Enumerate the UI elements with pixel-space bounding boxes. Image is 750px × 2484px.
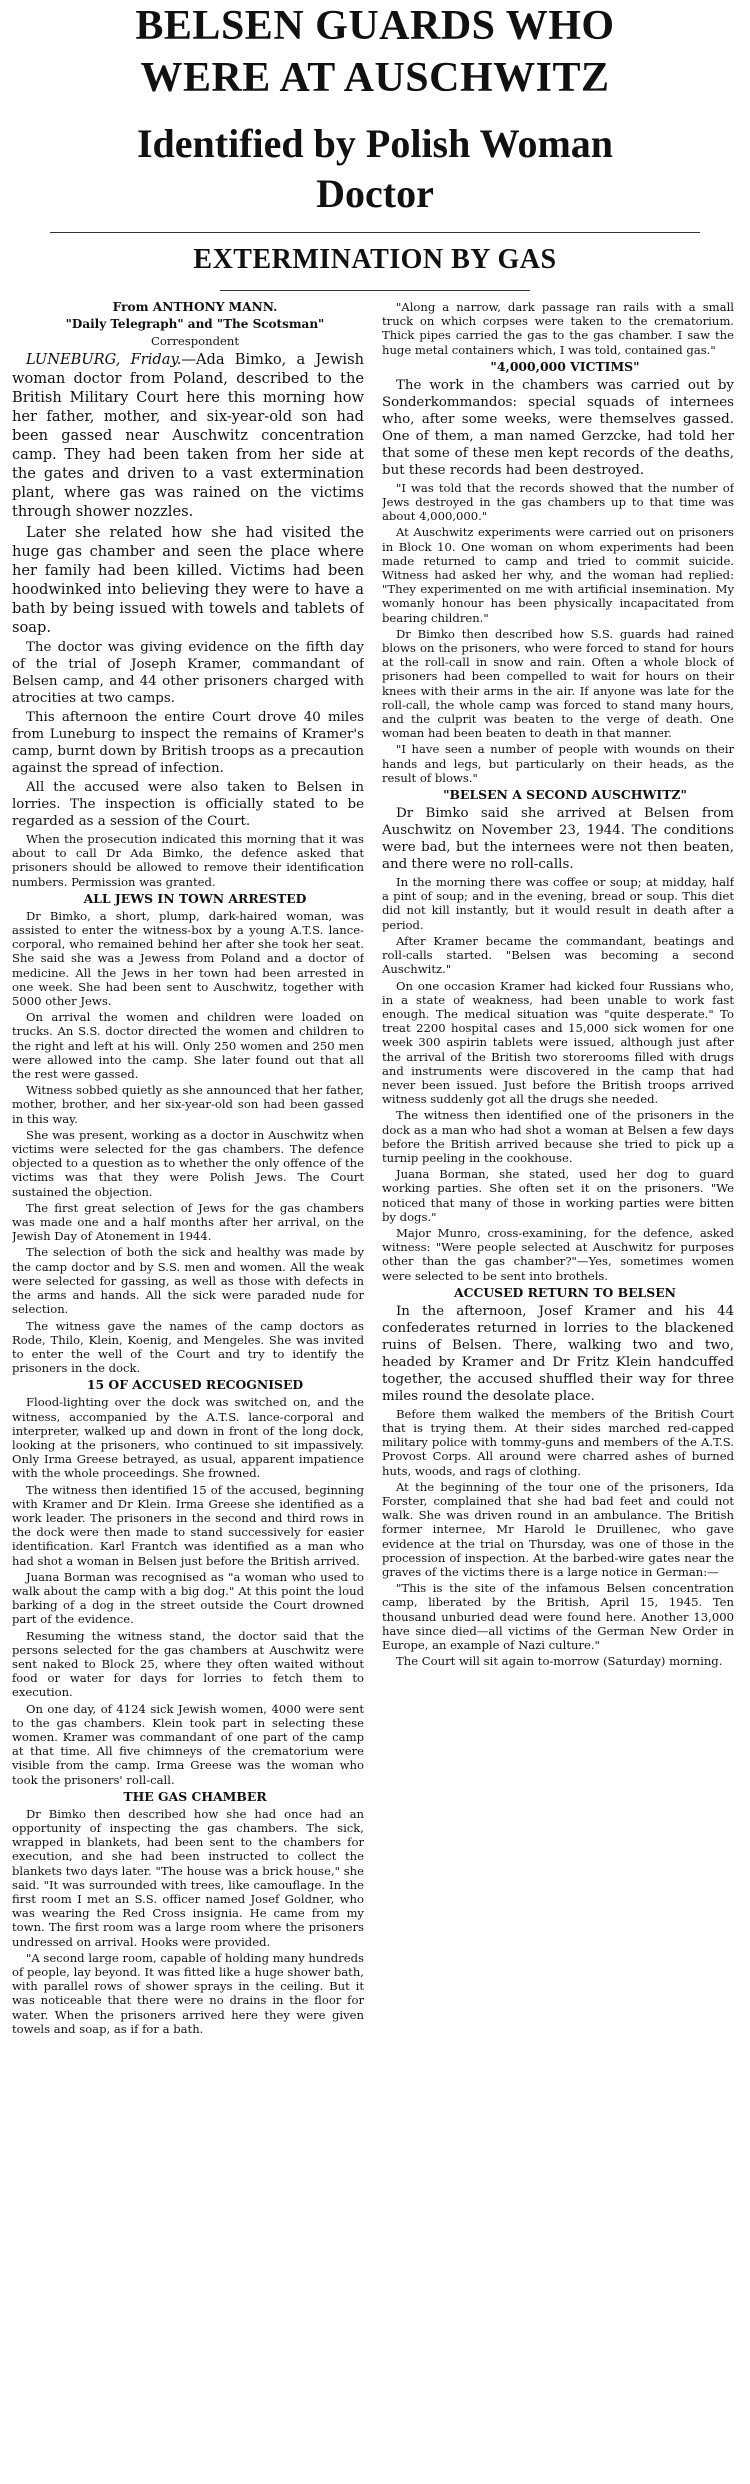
subheading-4000000-victims: "4,000,000 VICTIMS": [490, 358, 640, 374]
deck-headline: EXTERMINATION BY GAS: [193, 244, 557, 275]
paragraph: The witness gave the names of the camp doctors as Rode, Thilo, Klein, Koenig, and Mengeles. She was invited to enter the well of the Court and try to identify the prisoners in the dock.: [12, 1318, 364, 1376]
paragraph: "Along a narrow, dark passage ran rails with a small truck on which corpses were taken to the crematorium. Thick pipes carried the gas to the gas chamber. I saw the huge metal containers which, I was told, contained gas.": [382, 300, 734, 357]
headline-divider-bottom: [220, 290, 530, 291]
paragraph: The work in the chambers was carried out by Sonderkommandos: special squads of internees who, after some weeks, were themselves gassed. One of them, a man named Gerzcke, had told her that some of these men kept records of the deaths, but these records had been destroyed.: [382, 377, 734, 478]
paragraph: The witness then identified one of the prisoners in the dock as a man who had shot a woman at Belsen a few days before the British arrived because she tried to pick up a turnip peeling in the cookhouse.: [382, 1108, 734, 1165]
paragraph: Dr Bimko, a short, plump, dark-haired woman, was assisted to enter the witness-box by a young A.T.S. lance-corporal, who remained behind her after she took her seat. She said she was a Jewess from Poland and a doctor of medicine. All the Jews in her town had been arrested in one week. She had been sent to Auschwitz, together with 5000 other Jews.: [12, 908, 364, 1009]
paragraph: Juana Borman was recognised as "a woman who used to walk about the camp with a big dog." At this point the loud barking of a dog in the street outside the Court drowned part of the evidence.: [12, 1569, 364, 1627]
paragraph: Witness sobbed quietly as she announced that her father, mother, brother, and her six-year-old son had been gassed in this way.: [12, 1083, 364, 1126]
paragraph: The selection of both the sick and healthy was made by the camp doctor and by S.S. men and women. All the weak were selected for gassing, as well as those with defects in the arms and hands. All the sick were paraded nude for selection.: [12, 1245, 364, 1317]
paragraph: In the afternoon, Josef Kramer and his 44 confederates returned in lorries to the blackened ruins of Belsen. There, walking two and two, headed by Kramer and Dr Fritz Klein handcuffed together, the accused shuffled their way for three miles round the desolate place.: [382, 1303, 734, 1404]
paragraph: This afternoon the entire Court drove 40 miles from Luneburg to inspect the remains of Kramer's camp, burnt down by British troops as a precaution against the spread of infection.: [12, 710, 364, 776]
paragraph: When the prosecution indicated this morning that it was about to call Dr Ada Bimko, the defence asked that prisoners should be allowed to remove their identification numbers. Permission was granted.: [12, 832, 364, 889]
subheading-all-jews-arrested: ALL JEWS IN TOWN ARRESTED: [83, 890, 307, 906]
paragraph: The doctor was giving evidence on the fifth day of the trial of Joseph Kramer, commandant of Belsen camp, and 44 other prisoners charged with atrocities at two camps.: [12, 640, 364, 706]
paragraph: "I have seen a number of people with wounds on their hands and legs, but particularly on their heads, as the result of blows.": [382, 742, 734, 785]
paragraph: All the accused were also taken to Belsen in lorries. The inspection is officially stated to be regarded as a session of the Court.: [12, 780, 364, 829]
paragraph: The witness then identified 15 of the accused, beginning with Kramer and Dr Klein. Irma Greese she identified as a work leader. The prisoners in the second and third rows in the dock were then made to stand successively for easier identification. Karl Frantch was identified as a man who had shot a woman in Belsen just before the British arrived.: [12, 1482, 364, 1568]
paragraph: Dr Bimko said she arrived at Belsen from Auschwitz on November 23, 1944. The conditions were bad, but the internees were not then beaten, and there were no roll-calls.: [382, 806, 734, 873]
paragraph: "This is the site of the infamous Belsen concentration camp, liberated by the British, April 15, 1945. Ten thousand unburied dead were found here. Another 13,000 have since died—all victims of the German New Order in Europe, an example of Nazi culture.": [382, 1581, 734, 1653]
paragraph: At Auschwitz experiments were carried out on prisoners in Block 10. One woman on whom experiments had been made returned to camp and tried to commit suicide. Witness had asked her why, and the woman had replied: "They experimented on me with artificial insemination. My womanly honour has been physically incapacitated from bearing children.": [382, 525, 734, 625]
paragraph: The first great selection of Jews for the gas chambers was made one and a half months after her arrival, on the Jewish Day of Atonement in 1944.: [12, 1200, 364, 1244]
paragraph: "A second large room, capable of holding many hundreds of people, lay beyond. It was fitted like a huge shower bath, with parallel rows of shower sprays in the ceiling. But it was noticeable that there were no drains in the floor for water. When the prisoners arrived here they were given towels and soap, as if for a bath.: [12, 1950, 364, 2036]
column-left: [12, 300, 364, 2476]
subheadline-line-2: Doctor: [316, 171, 434, 216]
paragraph: Before them walked the members of the British Court that is trying them. At their sides marched red-capped military police with tommy-guns and members of the A.T.S. Provost Corps. All around were charred ashes of burned huts, woods, and rags of clothing.: [382, 1406, 734, 1478]
paragraph: [12, 350, 364, 521]
byline-role: Correspondent: [150, 334, 240, 348]
paragraph: Major Munro, cross-examining, for the defence, asked witness: "Were people selected at Auschwitz for purposes other than the gas chamber?"—Yes, sometimes women were selected to be sent into brothels.: [382, 1225, 734, 1283]
paragraph: "I was told that the records showed that the number of Jews destroyed in the gas chambers up to that time was about 4,000,000.": [382, 480, 734, 524]
paragraph: She was present, working as a doctor in Auschwitz when victims were selected for the gas chambers. The defence objected to a question as to whether the only offence of the victims was that they were Polish Jews. The Court sustained the objection.: [12, 1127, 364, 1199]
paragraph: At the beginning of the tour one of the prisoners, Ida Forster, complained that she had bad feet and could not walk. She was driven round in an ambulance. The British former internee, Mr Harold le Druillenec, who gave evidence at the trial on Thursday, was one of those in the procession of inspection. At the barbed-wire gates near the graves of the victims there is a large notice in German:—: [382, 1479, 734, 1579]
paragraph: Flood-lighting over the dock was switched on, and the witness, accompanied by the A.T.S. lance-corporal and interpreter, walked up and down in front of the long dock, looking at the prisoners, who continued to sit impassively. Only Irma Greese betrayed, as usual, apparent impatience with the whole proceedings. She frowned.: [12, 1395, 364, 1481]
paragraph: On arrival the women and children were loaded on trucks. An S.S. doctor directed the women and children to the right and left at his will. Only 250 women and 250 men were allowed into the camp. She later found out that all the rest were gassed.: [12, 1010, 364, 1082]
subheading-accused-recognised: 15 OF ACCUSED RECOGNISED: [86, 1377, 304, 1393]
paragraph: Dr Bimko then described how S.S. guards had rained blows on the prisoners, who were forced to stand for hours at the roll-call in snow and rain. Often a whole block of prisoners had been compelled to wait for hours on their knees with their arms in the air. If anyone was late for the roll-call, the whole camp was forced to stand many hours, and the culprit was beaten to the verge of death. One woman had been beaten to death in that manner.: [382, 626, 734, 741]
paragraph-text: —Ada Bimko, a Jewish woman doctor from Poland, described to the British Military Court here this morning how her father, mother, and six-year-old son had been gassed near Auschwitz concentration camp. They had been taken from her side at the gates and driven to a vast extermination plant, where gas was rained on the victims through shower nozzles.: [12, 351, 364, 520]
paragraph: On one day, of 4124 sick Jewish women, 4000 were sent to the gas chambers. Klein took part in selecting these women. Kramer was commandant of one part of the camp at that time. All five chimneys of the crematorium were visible from the camp. Irma Greese was the woman who took the prisoners' roll-call.: [12, 1701, 364, 1787]
subheading-gas-chamber: THE GAS CHAMBER: [123, 1788, 267, 1804]
paragraph: In the morning there was coffee or soup; at midday, half a pint of soup; and in the evening, bread or soup. This diet did not kill instantly, but it would result in death after a period.: [382, 875, 734, 932]
dateline: LUNEBURG, Friday.: [26, 351, 182, 368]
headline-line-2: WERE AT AUSCHWITZ: [140, 55, 610, 101]
byline-papers: "Daily Telegraph" and "The Scotsman": [65, 317, 325, 331]
subheadline-line-1: Identified by Polish Woman: [136, 121, 614, 166]
column-right: [382, 300, 734, 2476]
paragraph: The Court will sit again to-morrow (Saturday) morning.: [396, 1654, 723, 1669]
paragraph: Juana Borman, she stated, used her dog to guard working parties. She often set it on the prisoners. "We noticed that many of those in working parties were bitten by dogs.": [382, 1167, 734, 1224]
paragraph: Dr Bimko then described how she had once had an opportunity of inspecting the gas chambers. The sick, wrapped in blankets, had been sent to the chambers for execution, and she had been instructed to collect the blankets two days later. "The house was a brick house," she said. "It was surrounded with trees, like camouflage. In the first room I met an S.S. officer named Josef Goldner, who was wearing the Red Cross insignia. He came from my town. The first room was a large room where the prisoners undressed on arrival. Hooks were provided.: [12, 1806, 364, 1949]
headline-line-1: BELSEN GUARDS WHO: [135, 3, 615, 49]
subheading-accused-return: ACCUSED RETURN TO BELSEN: [454, 1284, 676, 1300]
headline-divider-top: [50, 232, 700, 233]
byline-from: From ANTHONY MANN.: [112, 300, 278, 314]
paragraph: Resuming the witness stand, the doctor said that the persons selected for the gas chambers at Auschwitz were sent naked to Block 25, where they often waited without food or water for days for lorries to fetch them to execution.: [12, 1628, 364, 1700]
paragraph: After Kramer became the commandant, beatings and roll-calls started. "Belsen was becoming a second Auschwitz.": [382, 933, 734, 977]
paragraph: Later she related how she had visited the huge gas chamber and seen the place where her family had been killed. Victims had been hoodwinked into believing they were to have a bath by being issued with towels and tablets of soap.: [12, 524, 364, 636]
subheading-belsen-second-auschwitz: "BELSEN A SECOND AUSCHWITZ": [443, 787, 687, 803]
paragraph: On one occasion Kramer had kicked four Russians who, in a state of weakness, had been unable to work fast enough. The medical situation was "quite desperate." To treat 2200 hospital cases and 15,000 sick women for one week 300 aspirin tablets were issued, although just after the arrival of the British two storerooms filled with drugs and instruments were discovered in the camp that had never been issued. Just before the British troops arrived witness suddenly got all the drugs she needed.: [382, 978, 734, 1107]
